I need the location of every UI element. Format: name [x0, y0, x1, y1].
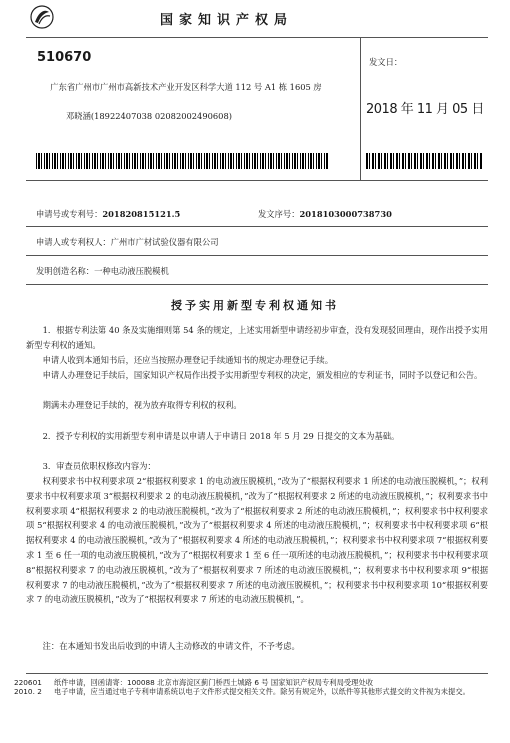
invention-value: 一种电动液压脱模机: [94, 266, 169, 276]
application-number-label: 申请号或专利号：: [36, 209, 103, 219]
paragraph: 申请人收到本通知书后，还应当按照办理登记手续通知书的规定办理登记手续。: [42, 355, 333, 365]
paragraph: 权利要求书中权利要求项 2“根据权利要求 1 的电动液压脱模机，”改为了“根据权利要求 1 所述的电动液压脱模机，”；权利要求书中权利要求项 3“根据权利要求 2 的电动液压脱模机，”改为了“根据权利要求 2 所述的电动液压脱模机，”；权利要求书中权利要求项 4“根据权利要求 2 的电动液压脱模机，”改为了“根据权利要求 2 所述的电动液压脱模机，”；权利要求书中权利要求项 5“根据权利要求 4 的电动液压脱模机，”改为了“根据权利要求 4 所述的电动液压脱模机，”；权利要求书中权利要求项 6“根据权利要求 4 的电动液压脱模机，”改为了“根据权利要求 4 所述的电动液压脱模机，”；权利要求书中权利要求项 7“根据权利要求 1 至 6 任一项的电动液压脱模机，”改为了“根据权利要求 1 至 6 任一项所述的电动液压脱模机，”；权利要求书中权利要求项 8“根据权利要求 7 的电动液压脱模机，”改为了“根据权利要求 7 所述的电动液压脱模机，”；权利要求书中权利要求项 9“根据权利要求 7 的电动液压脱模机，”改为了“根据权利要求 7 所述的电动液压脱模机，”；权利要求书中权利要求项 10“根据权利要求 7 的电动液压脱模机，”改为了“根据权利要求 7 所述的电动液压脱模机，”。: [26, 476, 488, 605]
paragraph: 申请人办理登记手续后，国家知识产权局作出授予实用新型专利权的决定，颁发相应的专利证书，同时予以登记和公告。: [42, 370, 483, 380]
header-divider: [26, 37, 488, 38]
paragraph: 2．授予专利权的实用新型专利申请是以申请人于申请日 2018 年 5 月 29 日提交的文本为基础。: [42, 431, 400, 441]
footer-code: 2010. 2: [14, 687, 42, 696]
send-date-value: 2018 年 11 月 05 日: [366, 102, 484, 117]
send-date-label: 发文日：: [369, 57, 403, 67]
send-number: [258, 208, 392, 220]
footer-line: 纸件申请，回函请寄：100088 北京市海淀区蓟门桥西土城路 6 号 国家知识产权局专利局受理处收: [54, 678, 374, 687]
application-number-value: 201820815121.5: [102, 209, 181, 219]
divider: [26, 255, 488, 256]
recipient-address: 广东省广州市广州市高新技术产业开发区科学大道 112 号 A1 栋 1605 房: [50, 82, 322, 92]
send-number-value: 2018103000738730: [299, 209, 392, 219]
postal-code: 510670: [37, 50, 92, 65]
footer-line: 电子申请，应当通过电子专利申请系统以电子文件形式提交相关文件。除另有规定外，以纸件等其他形式提交的文件视为未提交。: [54, 687, 470, 696]
invention-label: 发明创造名称：: [36, 266, 95, 276]
block-divider: [360, 38, 361, 180]
paragraph: 1．根据专利法第 40 条及实施细则第 54 条的规定，上述实用新型申请经初步审查，没有发现驳回理由，现作出授予实用新型专利权的通知。: [26, 325, 488, 350]
applicant-label: 申请人或专利权人：: [36, 237, 111, 247]
barcode-right: [366, 153, 483, 169]
paragraph: 3．审查员依职权修改内容为：: [42, 461, 156, 471]
paragraph: 期满未办理登记手续的，视为放弃取得专利权的权利。: [42, 400, 242, 410]
divider: [26, 226, 488, 227]
send-number-label: 发文序号：: [258, 209, 300, 219]
paragraph: 注：在本通知书发出后收到的申请人主动修改的申请文件，不予考虑。: [42, 641, 300, 651]
footer-divider: [26, 673, 488, 674]
application-number: [36, 208, 180, 220]
invention-title: [36, 265, 169, 277]
applicant-value: 广州市广材试验仪器有限公司: [110, 237, 219, 247]
recipient-contact: 邓晓涵(18922407038 02082002490608): [66, 111, 232, 121]
applicant: [36, 236, 219, 248]
footer-code: 220601: [14, 678, 42, 687]
issuer-title: 国家知识产权局: [160, 13, 294, 28]
notice-title: 授予实用新型专利权通知书: [171, 299, 339, 312]
divider: [26, 180, 488, 181]
barcode-left: [36, 153, 329, 169]
cnipa-logo-icon: [30, 5, 54, 29]
divider: [26, 284, 488, 285]
